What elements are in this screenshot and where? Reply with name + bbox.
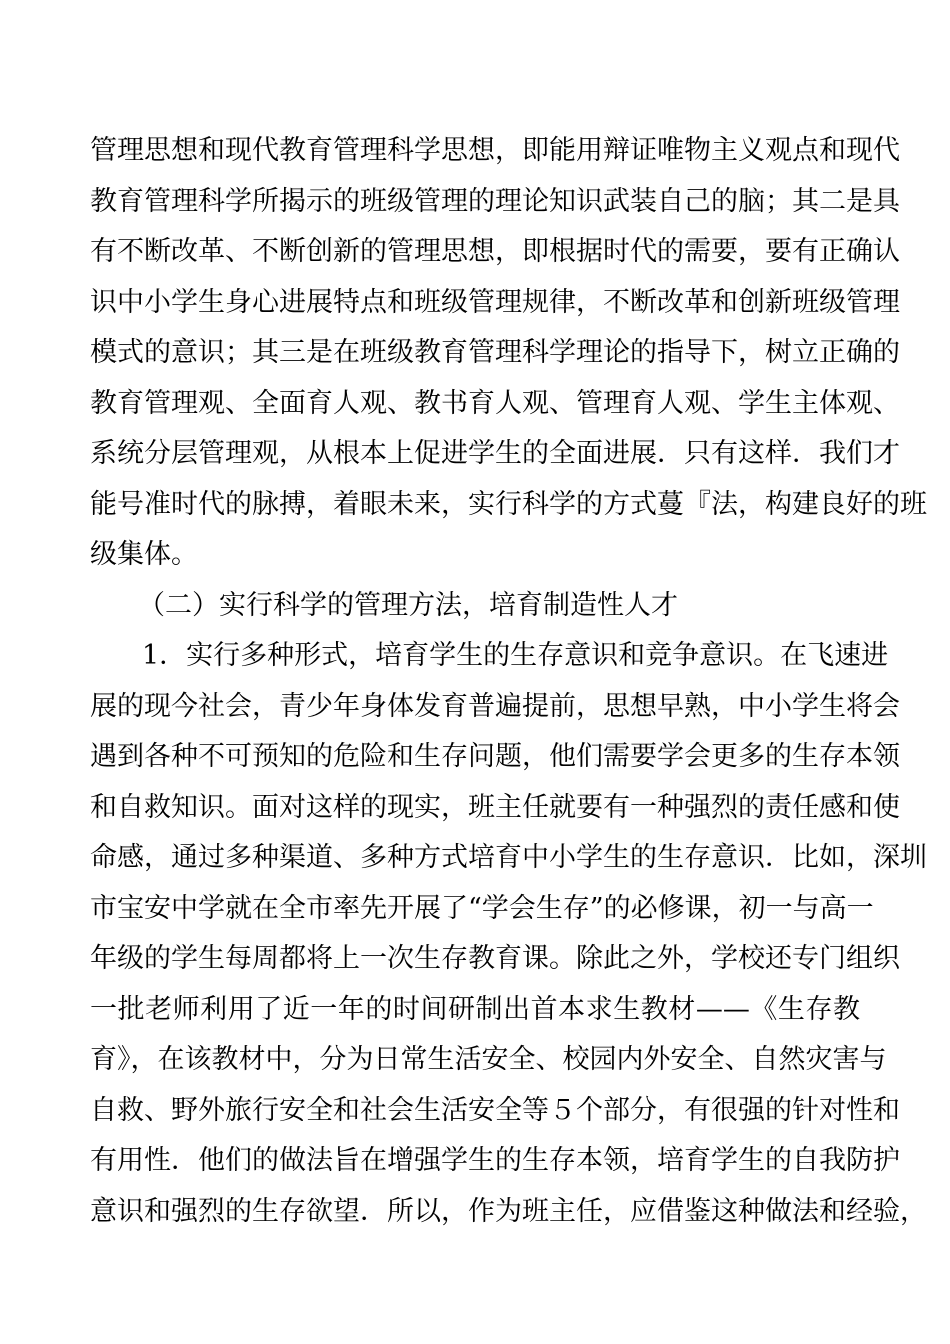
text-line: 遇到各种不可预知的危险和生存问题，他们需要学会更多的生存本领 <box>90 741 900 772</box>
text-line: 命感，通过多种渠道、多种方式培育中小学生的生存意识．比如，深圳 <box>90 842 927 873</box>
paragraph-survival-awareness <box>90 631 927 1237</box>
text-line: 自救、野外旅行安全和社会生活安全等５个部分，有很强的针对性和 <box>90 1094 900 1126</box>
text-line: 有不断改革、不断创新的管理思想，即根据时代的需要，要有正确认 <box>90 236 900 267</box>
text-line: 和自救知识。面对这样的现实，班主任就要有一种强烈的责任感和使 <box>90 791 900 823</box>
text-line: 展的现今社会，青少年身体发育普遍提前，思想早熟，中小学生将会 <box>90 690 900 722</box>
text-line: 级集体。 <box>90 539 198 570</box>
text-line: 有用性．他们的做法旨在增强学生的生存本领，培育学生的自我防护 <box>90 1145 900 1176</box>
text-line: 育》，在该教材中，分为日常生活安全、校园内外安全、自然灾害与 <box>90 1044 887 1075</box>
text-line: 市宝安中学就在全市率先开展了“学会生存”的必修课，初一与高一 <box>90 892 874 924</box>
text-line: 1．实行多种形式，培育学生的生存意识和竞争意识。在飞速进 <box>142 640 889 671</box>
text-line: 系统分层管理观，从根本上促进学生的全面进展．只有这样．我们才 <box>90 438 900 469</box>
text-line: 意识和强烈的生存欲望．所以，作为班主任，应借鉴这种做法和经验， <box>90 1195 927 1227</box>
text-line: 管理思想和现代教育管理科学思想，即能用辩证唯物主义观点和现代 <box>90 135 900 166</box>
text-line: 模式的意识；其三是在班级教育管理科学理论的指导下，树立正确的 <box>90 337 900 368</box>
text-line: 识中小学生身心进展特点和班级管理规律，不断改革和创新班级管理 <box>90 286 900 318</box>
text-line: 年级的学生每周都将上一次生存教育课。除此之外，学校还专门组织 <box>90 943 900 974</box>
text-line: 能号准时代的脉搏，着眼未来，实行科学的方式蔓『法，构建良好的班 <box>90 488 927 520</box>
text-line: 教育管理科学所揭示的班级管理的理论知识武装自己的脑；其二是具 <box>90 185 900 217</box>
section-heading-text: （二）实行科学的管理方法，培育制造性人才 <box>138 590 678 621</box>
text-line: 教育管理观、全面育人观、教书育人观、管理育人观、学生主体观、 <box>90 387 900 419</box>
paragraph-management-thought <box>90 126 927 581</box>
text-line: 一批老师利用了近一年的时间研制出首本求生教材——《生存教 <box>90 993 860 1025</box>
section-heading <box>138 581 838 632</box>
